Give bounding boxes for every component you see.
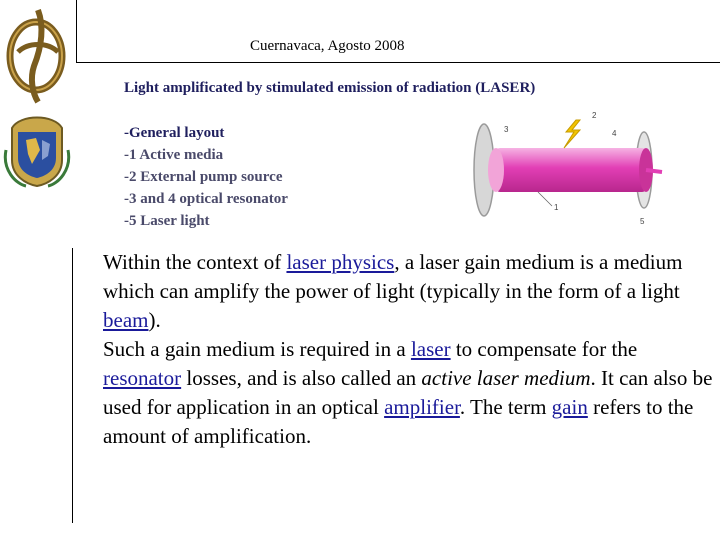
- slide-subtitle: Light amplificated by stimulated emission of radiation (LASER): [124, 80, 536, 96]
- label-3: 3: [504, 125, 509, 134]
- link-gain[interactable]: gain: [551, 395, 588, 419]
- active-medium-rod: [496, 148, 646, 192]
- university-seal-icon: [2, 110, 72, 188]
- pump-lightning-icon: [564, 120, 580, 148]
- left-rule-top: [76, 0, 77, 62]
- body-text-1: Within the context of: [103, 250, 287, 274]
- layout-item-laser-light: -5 Laser light: [124, 213, 210, 229]
- link-beam[interactable]: beam: [103, 308, 149, 332]
- layout-item-general: -General layout: [124, 125, 225, 141]
- header-location-date: Cuernavaca, Agosto 2008: [250, 38, 405, 54]
- header-divider: [76, 62, 720, 63]
- body-text-2: , a laser gain medium is a medium which can amplify the power of light (typically in the form of a light: [103, 250, 683, 303]
- link-laser-physics[interactable]: laser physics: [286, 250, 395, 274]
- label-5: 5: [640, 217, 645, 226]
- body-text-7: . It can also be used for application in an optical: [103, 366, 713, 419]
- link-laser[interactable]: laser: [410, 337, 451, 361]
- layout-item-active-media: -1 Active media: [124, 147, 224, 163]
- link-amplifier[interactable]: amplifier: [384, 395, 460, 419]
- body-text-8: . The term: [459, 395, 552, 419]
- label-2: 2: [592, 111, 597, 120]
- body-emphasis: active laser medium: [421, 366, 591, 390]
- label-1: 1: [554, 203, 559, 212]
- laser-output-beam: [646, 170, 662, 172]
- body-paragraph: [103, 248, 715, 451]
- body-text-4: Such a gain medium is required in a: [103, 337, 411, 361]
- link-resonator[interactable]: resonator: [103, 366, 182, 390]
- body-text-6: losses, and is also called an: [181, 366, 422, 390]
- label-4: 4: [612, 129, 617, 138]
- institution-logo: [4, 6, 68, 104]
- body-text-5: to compensate for the: [450, 337, 638, 361]
- left-rule-bottom: [72, 248, 73, 523]
- body-text-3: ).: [148, 308, 161, 332]
- layout-list: [124, 122, 288, 232]
- body-text-9: refers to the amount of amplification.: [103, 395, 694, 448]
- leader-1: [538, 192, 552, 206]
- laser-diagram: [466, 108, 666, 232]
- layout-item-resonator: -3 and 4 optical resonator: [124, 191, 288, 207]
- layout-item-pump-source: -2 External pump source: [124, 169, 283, 185]
